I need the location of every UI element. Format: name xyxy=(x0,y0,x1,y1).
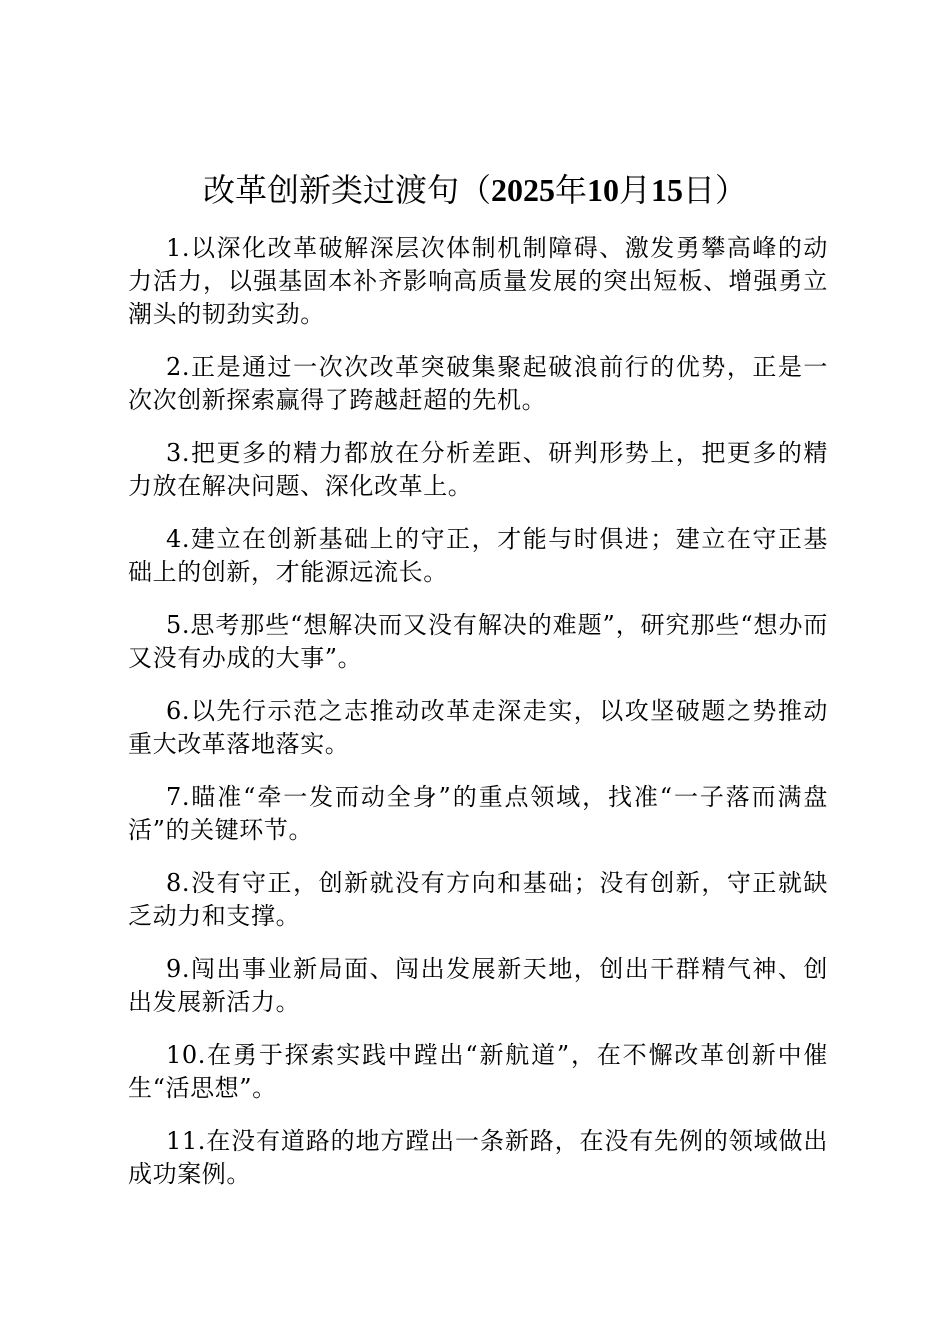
paragraph-10: 10.在勇于探索实践中蹚出“新航道”，在不懈改革创新中催生“活思想”。 xyxy=(128,1041,828,1102)
paragraph-2: 2.正是通过一次次改革突破集聚起破浪前行的优势，正是一次次创新探索赢得了跨越赶超的先机。 xyxy=(128,353,828,414)
title-year: 2025 xyxy=(490,172,555,208)
paragraph-9: 9.闯出事业新局面、闯出发展新天地，创出干群精气神、创出发展新活力。 xyxy=(128,955,828,1016)
title-month: 10 xyxy=(587,172,619,208)
paragraph-7: 7.瞄准“牵一发而动全身”的重点领域，找准“一子落而满盘活”的关键环节。 xyxy=(128,783,828,844)
title-month-unit: 月 xyxy=(619,171,652,209)
paragraph-1: 1.以深化改革破解深层次体制机制障碍、激发勇攀高峰的动力活力，以强基固本补齐影响高质量发展的突出短板、增强勇立潮头的韧劲实劲。 xyxy=(128,234,828,328)
title-day: 15 xyxy=(651,172,684,208)
title-text: 改革创新类过渡句（ xyxy=(202,171,491,209)
paragraph-5: 5.思考那些“想解决而又没有解决的难题”，研究那些“想办而又没有办成的大事”。 xyxy=(128,611,828,672)
paragraph-8: 8.没有守正，创新就没有方向和基础；没有创新，守正就缺乏动力和支撑。 xyxy=(128,869,828,930)
title-day-unit: 日） xyxy=(683,171,748,209)
paragraph-6: 6.以先行示范之志推动改革走深走实，以攻坚破题之势推动重大改革落地落实。 xyxy=(128,697,828,758)
paragraph-3: 3.把更多的精力都放在分析差距、研判形势上，把更多的精力放在解决问题、深化改革上。 xyxy=(128,439,828,500)
document-title xyxy=(0,168,950,212)
document-body xyxy=(128,232,828,1211)
paragraph-11: 11.在没有道路的地方蹚出一条新路，在没有先例的领域做出成功案例。 xyxy=(128,1127,828,1188)
title-year-unit: 年 xyxy=(554,171,587,209)
paragraph-4: 4.建立在创新基础上的守正，才能与时俱进；建立在守正基础上的创新，才能源远流长。 xyxy=(128,525,828,586)
